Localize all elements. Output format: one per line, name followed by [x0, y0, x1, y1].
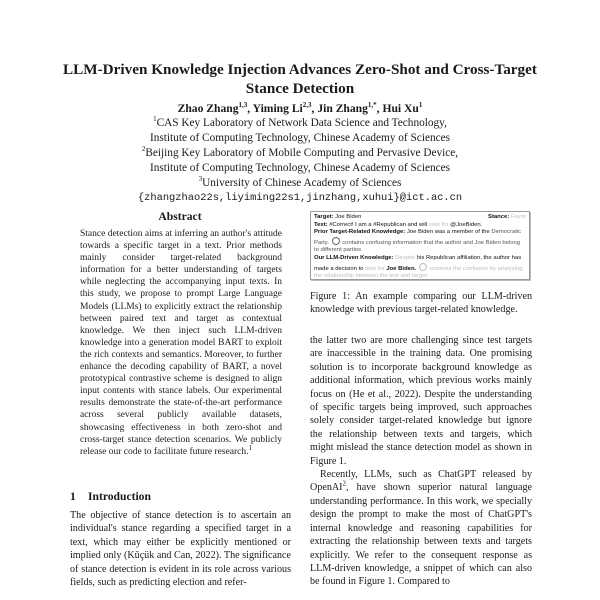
affiliation-1-institute: Institute of Computing Technology, Chinese Academy of Sciences	[149, 132, 451, 144]
title-line-2: Stance Detection	[245, 80, 355, 97]
abstract-heading: Abstract	[158, 210, 202, 223]
llm-knowledge-highlight: Despite	[395, 254, 416, 261]
target-field	[314, 214, 361, 222]
abstract-section	[70, 210, 290, 458]
introduction-heading	[70, 490, 151, 503]
prior-knowledge-highlight: Democratic Party.	[314, 229, 522, 246]
affiliation-2	[40, 146, 560, 161]
llm-knowledge-label: Our LLM-Driven Knowledge:	[314, 254, 394, 261]
sad-face-icon	[332, 237, 340, 245]
figure-1-example-box	[310, 211, 530, 280]
abstract-text: Stance detection aims at inferring an author's attitude towards a specific target in a text. Prior methods mainly consider target-related background information for a better understanding of targets while neglecting the accompanying input texts. In this study, we propose to prompt Large Language Models (LLMs) to explicitly extract the relationship between paired text and target as contextual knowledge. We then inject such LLM-driven knowledge into a generation model BART to exploit the rich contexts and semantics. Moreover, to further enhance the decoding capability of BART, a novel prototypical contrastive scheme is designed to align input contents with stance labels. Our experimental results demonstrate the state-of-the-art performance across several publicly available datasets, showcasing effectiveness in both zero-shot and cross-target stance detection scenarios. We publicly release our code to facilitate future research.	[80, 229, 282, 457]
prior-knowledge-text: Joe Biden was a member of the	[406, 229, 490, 236]
author-affil-mark: 1,3	[238, 101, 248, 110]
paragraph: the latter two are more challenging since test targets are inaccessible in the training data. One promising solution is to incorporate background knowledge as additional information, which previous works mainly focus on (He et al., 2022). Despite the understanding of specific targets being improved, such approaches solely consider target-related knowledge but ignore the relationship between texts and targets, which might mislead the stance detection model as shown in Figure 1.	[310, 335, 532, 467]
abstract-body	[80, 228, 282, 458]
affil-text: Beijing Key Laboratory of Mobile Computing and Pervasive Device,	[145, 147, 459, 159]
affil-text: University of Chinese Academy of Sciences	[202, 177, 402, 189]
prior-knowledge-note: contains confusing information that the author and Joe Biden belong to different parties	[314, 239, 521, 254]
footnote-mark: 1	[248, 443, 253, 452]
stance-value: Favor	[510, 214, 526, 220]
affiliation-3	[40, 176, 560, 191]
text-content: #Correct! I am a #Republican and will	[329, 221, 428, 228]
stance-field	[488, 214, 526, 222]
prior-knowledge	[314, 229, 526, 255]
affiliations	[40, 116, 560, 206]
stance-label: Stance:	[488, 214, 510, 220]
affiliation-1	[40, 116, 560, 131]
affil-mark: 2	[141, 145, 146, 154]
section-title: Introduction	[88, 490, 151, 503]
smile-face-icon	[419, 263, 427, 271]
llm-knowledge-highlight: vote for	[365, 265, 385, 272]
text-content: @JoeBiden.	[450, 221, 483, 228]
prior-knowledge-label: Prior Target-Related Knowledge:	[314, 229, 406, 236]
figure-1-caption: Figure 1: An example comparing our LLM-driven knowledge with previous target-related knowledge.	[310, 291, 532, 316]
author-emails: {zhangzhao22s,liyiming22s1,jinzhang,xuhui}@ict.ac.cn	[137, 192, 463, 204]
affil-text: CAS Key Laboratory of Network Data Science and Technology,	[156, 117, 447, 129]
introduction-continued	[310, 334, 532, 589]
author-list: Zhao Zhang$^{1,3}$, Yiming Li$^{2,3}$, Jin Zhang$^{1,*}$, Hui Xu$^1$	[177, 101, 423, 115]
text-example	[314, 222, 526, 230]
author-affil-mark: 1,*	[367, 101, 377, 110]
author-affil-mark: 2,3	[302, 101, 312, 110]
author-name: Hui Xu	[382, 102, 419, 115]
llm-knowledge-note: resolves the confusion by analyzing the relationship between the text and target	[314, 265, 523, 280]
text-label: Text:	[314, 221, 328, 228]
affil-mark: 3	[198, 175, 203, 184]
paragraph	[310, 468, 532, 589]
target-value: Joe Biden	[335, 214, 362, 220]
author-name: Yiming Li	[252, 102, 303, 115]
paragraph-text: , have shown superior natural language understanding performance. In this work, we specially design the prompt to make the most of ChatGPT's internal knowledge and reasoning capabilities for extracting the relationship between texts and targets explicitly. We refer to the consequent response as LLM-driven knowledge, a snippet of which can also be found in Figure 1. Compared to	[310, 482, 532, 588]
affil-mark: 1	[153, 115, 157, 124]
introduction-body: The objective of stance detection is to ascertain an individual's stance regarding a specified target in a text, which may either be explicitly mentioned or implied only (Küçük and Can, 2022). The significance of stance detection is evident in its role across various fields, such as predicting election and refer-	[70, 510, 291, 589]
paper-title	[40, 60, 560, 98]
paragraph-text: Recently, LLMs, such as ChatGPT released by OpenAI	[310, 469, 532, 494]
author-name: Zhao Zhang	[177, 102, 239, 115]
section-number: 1	[70, 490, 76, 503]
title-line-1: LLM-Driven Knowledge Injection Advances Zero-Shot and Cross-Target	[63, 61, 537, 78]
affiliation-2-institute: Institute of Computing Technology, Chinese Academy of Sciences	[149, 162, 451, 174]
target-label: Target:	[314, 214, 334, 220]
llm-knowledge-text: Joe Biden.	[386, 265, 417, 272]
llm-knowledge	[314, 255, 526, 281]
llm-knowledge-text: his Republican affiliation, the author has made a decision to	[314, 254, 522, 272]
author-affil-mark: 1	[418, 101, 423, 110]
author-name: Jin Zhang	[317, 102, 368, 115]
target-stance-row	[314, 214, 526, 222]
footnote-mark: 2	[342, 480, 347, 489]
text-highlight: vote for	[428, 221, 449, 228]
